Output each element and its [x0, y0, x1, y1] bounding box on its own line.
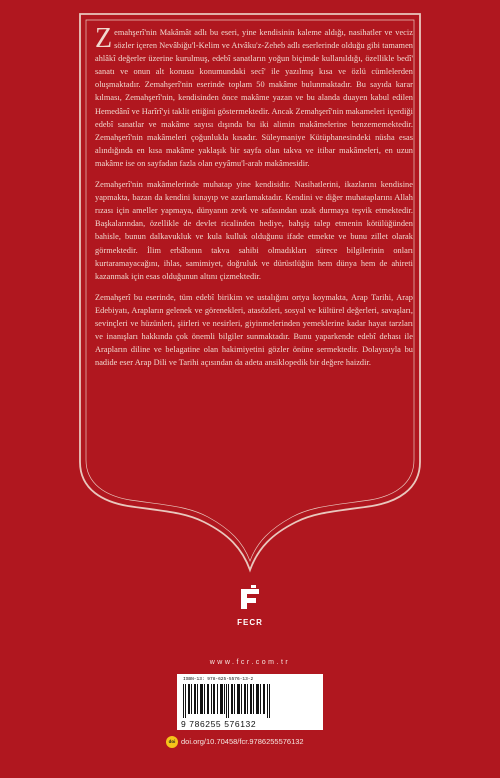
barcode-panel	[177, 674, 323, 730]
doi-badge-icon: doi	[166, 736, 178, 748]
publisher-logo	[229, 585, 271, 627]
publisher-website: www.fcr.com.tr	[209, 659, 291, 666]
paragraph-3: Zemahşerî bu eserinde, tüm edebî birikim ve ustalığını ortya koymakta, Arap Tarihi, Arap Edebiyatı, Arapların gelenek ve görenekleri, atasözleri, sosyal ve kültürel değerleri, savaşları, sevinçleri ve hüzünleri, şiirleri ve nesirleri, giyinmelerinden yemeklerine kadar hayat tarzları ve inanışları hakkında çok önemli bilgiler sunmaktadır. Bunu yaparkende edebî dehası ile Arapların diline ve belagatine olan hakimiyetini gözler önüne sermektedir. Dolayısıyla bu nadide eser Arap Dili ve Tarihi açısından da adeta ansiklopedik bir değere haizdir.	[95, 292, 413, 368]
dropcap-letter: Z	[95, 23, 113, 54]
barcode-icon	[183, 684, 271, 718]
isbn-number: 9 786255 576132	[181, 719, 257, 729]
paragraph-2: Zemahşerî'nin makâmelerinde muhatap yine kendisidir. Nasihatlerini, ikazlarını kendisine yapmakta, bazan da kendini kınayıp ve azarlamaktadır. Kendini ve diğer muhataplarını Allah rızası için ameller yapmaya, dünyanın zevk ve safasından uzak durmaya teşvik etmektedir. Başkalarından, özellikle de devlet ricalinden hediye, bahşiş talep etmenin kötülüğünden bahisle, bunun dalkavukluk ve kula kulluk olduğunu ifade etmekte ve bunu zillet olarak görmektedir. İlim erbâbının takva sahibi olmadıkları sürece bilgilerinin onları kurtaramayacağını, ihlas, samimiyet, doğruluk ve dürüstlüğün hem dünya hem de ahireti kazanmak için esas olduğunun altını çizmektedir.	[95, 180, 413, 281]
paragraph-1-text: emahşerî'nin Makâmât adlı bu eseri, yine kendisinin kaleme aldığı, nasihatler ve veciz sözler içeren Nevâbiğu'l-Kelim ve Atvâku'z-Zeheb adlı eserlerinde olduğu gibi tamamen ahlâkî değerler üzerine kurulmuş, edebî sanatların yoğun biçimde kullanıldığı, özellikle bedî' sanatı ve onun alt konusu konumundaki secî' ile yazılmış kısa ve özlü cümlelerden oluşmaktadır. Zemahşerî'nin eserinde toplam 50 makâme bulunmaktadır. Bu sayıda karar kılması, Zemahşerî'nin, kendisinden önce makâme yazan ve bu alanda duayen kabul edilen Hemedânî ve Harîrî'yi taklit ettiğini göstermektedir. Ancak Zemahşerî'nin makameleri içerdiği edebî sanatlar ve makâme sayısı dışında bu iki alimin makâmelerine benzememektedir. Zemahşerî'nin makâmeleri çoğunlukla kısadır. Süleymaniye Kütüphanesindeki nüsha esas alındığında en kısa makâme yaklaşık bir sayfa olan takva ve itibar makâmeleri, en uzun makâme ise on sayfadan fazla olan eyyâmu'l-arab makâmesidir.	[95, 28, 413, 168]
fecr-logo-icon	[235, 585, 265, 611]
publisher-name: FECR	[237, 618, 263, 627]
paragraph-1	[95, 23, 413, 170]
isbn-label: ISBN-13: 978-625-5576-13-2	[183, 677, 254, 682]
back-cover-text	[95, 23, 413, 377]
doi-link[interactable]: doi.org/10.70458/fcr.9786255576132	[181, 736, 304, 746]
doi-row	[166, 736, 346, 748]
